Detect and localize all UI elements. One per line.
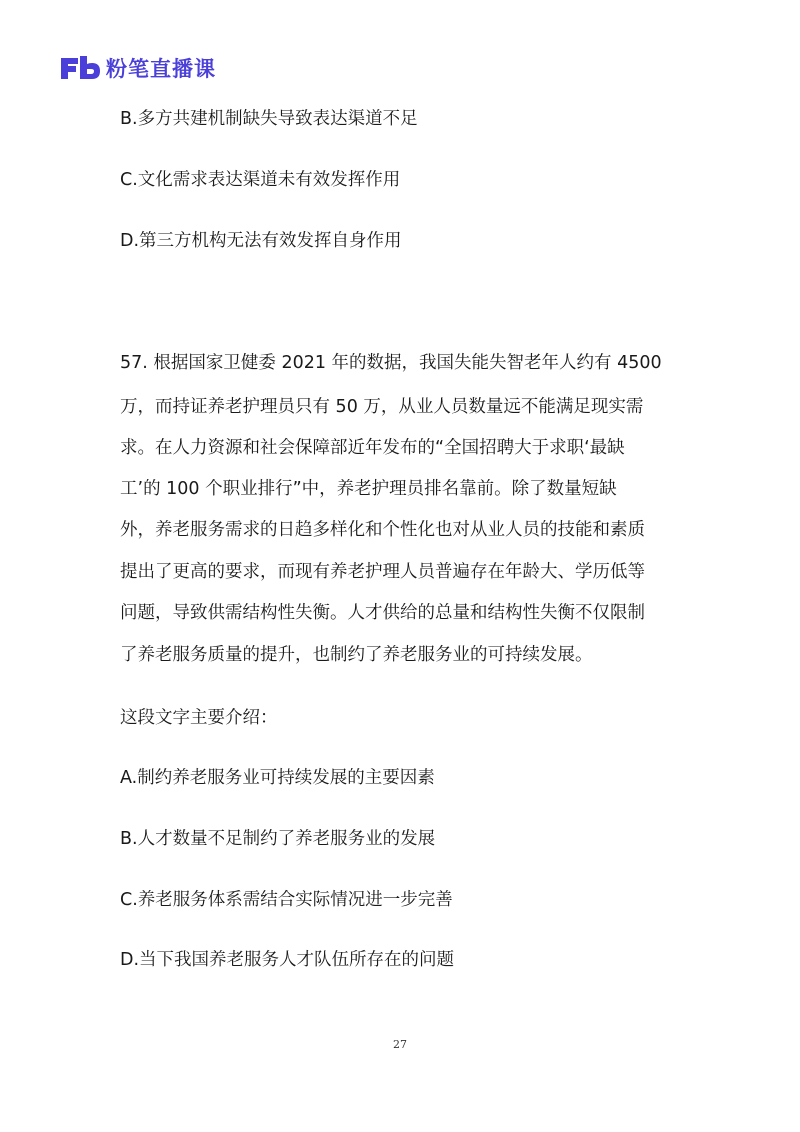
option-a: A.制约养老服务业可持续发展的主要因素 (120, 768, 435, 788)
stem-line: 提出了更高的要求，而现有养老护理人员普遍存在年龄大、学历低等 (120, 562, 645, 582)
stem-line: 外，养老服务需求的日趋多样化和个性化也对从业人员的技能和素质 (120, 520, 645, 540)
fenbi-logo-icon (58, 54, 102, 82)
stem-line: 工’的 100 个职业排行”中，养老护理员排名靠前。除了数量短缺 (120, 479, 617, 499)
stem-line: 了养老服务质量的提升，也制约了养老服务业的可持续发展。 (120, 645, 593, 665)
brand-name: 粉笔直播课 (106, 57, 216, 81)
option-c: C.养老服务体系需结合实际情况进一步完善 (120, 890, 453, 910)
stem-line: 万，而持证养老护理员只有 50 万，从业人员数量远不能满足现实需 (120, 397, 644, 417)
option-d: D.第三方机构无法有效发挥自身作用 (120, 231, 402, 251)
stem-line: 57. 根据国家卫健委 2021 年的数据，我国失能失智老年人约有 4500 (120, 353, 662, 373)
option-b: B.多方共建机制缺失导致表达渠道不足 (120, 109, 418, 129)
page-number: 27 (393, 1038, 407, 1051)
question-prompt: 这段文字主要介绍： (120, 708, 278, 728)
stem-line: 求。在人力资源和社会保障部近年发布的“全国招聘大于求职‘最缺 (120, 438, 625, 458)
header (58, 52, 216, 84)
option-d: D.当下我国养老服务人才队伍所存在的问题 (120, 950, 455, 970)
option-c: C.文化需求表达渠道未有效发挥作用 (120, 170, 401, 190)
stem-line: 问题，导致供需结构性失衡。人才供给的总量和结构性失衡不仅限制 (120, 603, 645, 623)
option-b: B.人才数量不足制约了养老服务业的发展 (120, 829, 436, 849)
